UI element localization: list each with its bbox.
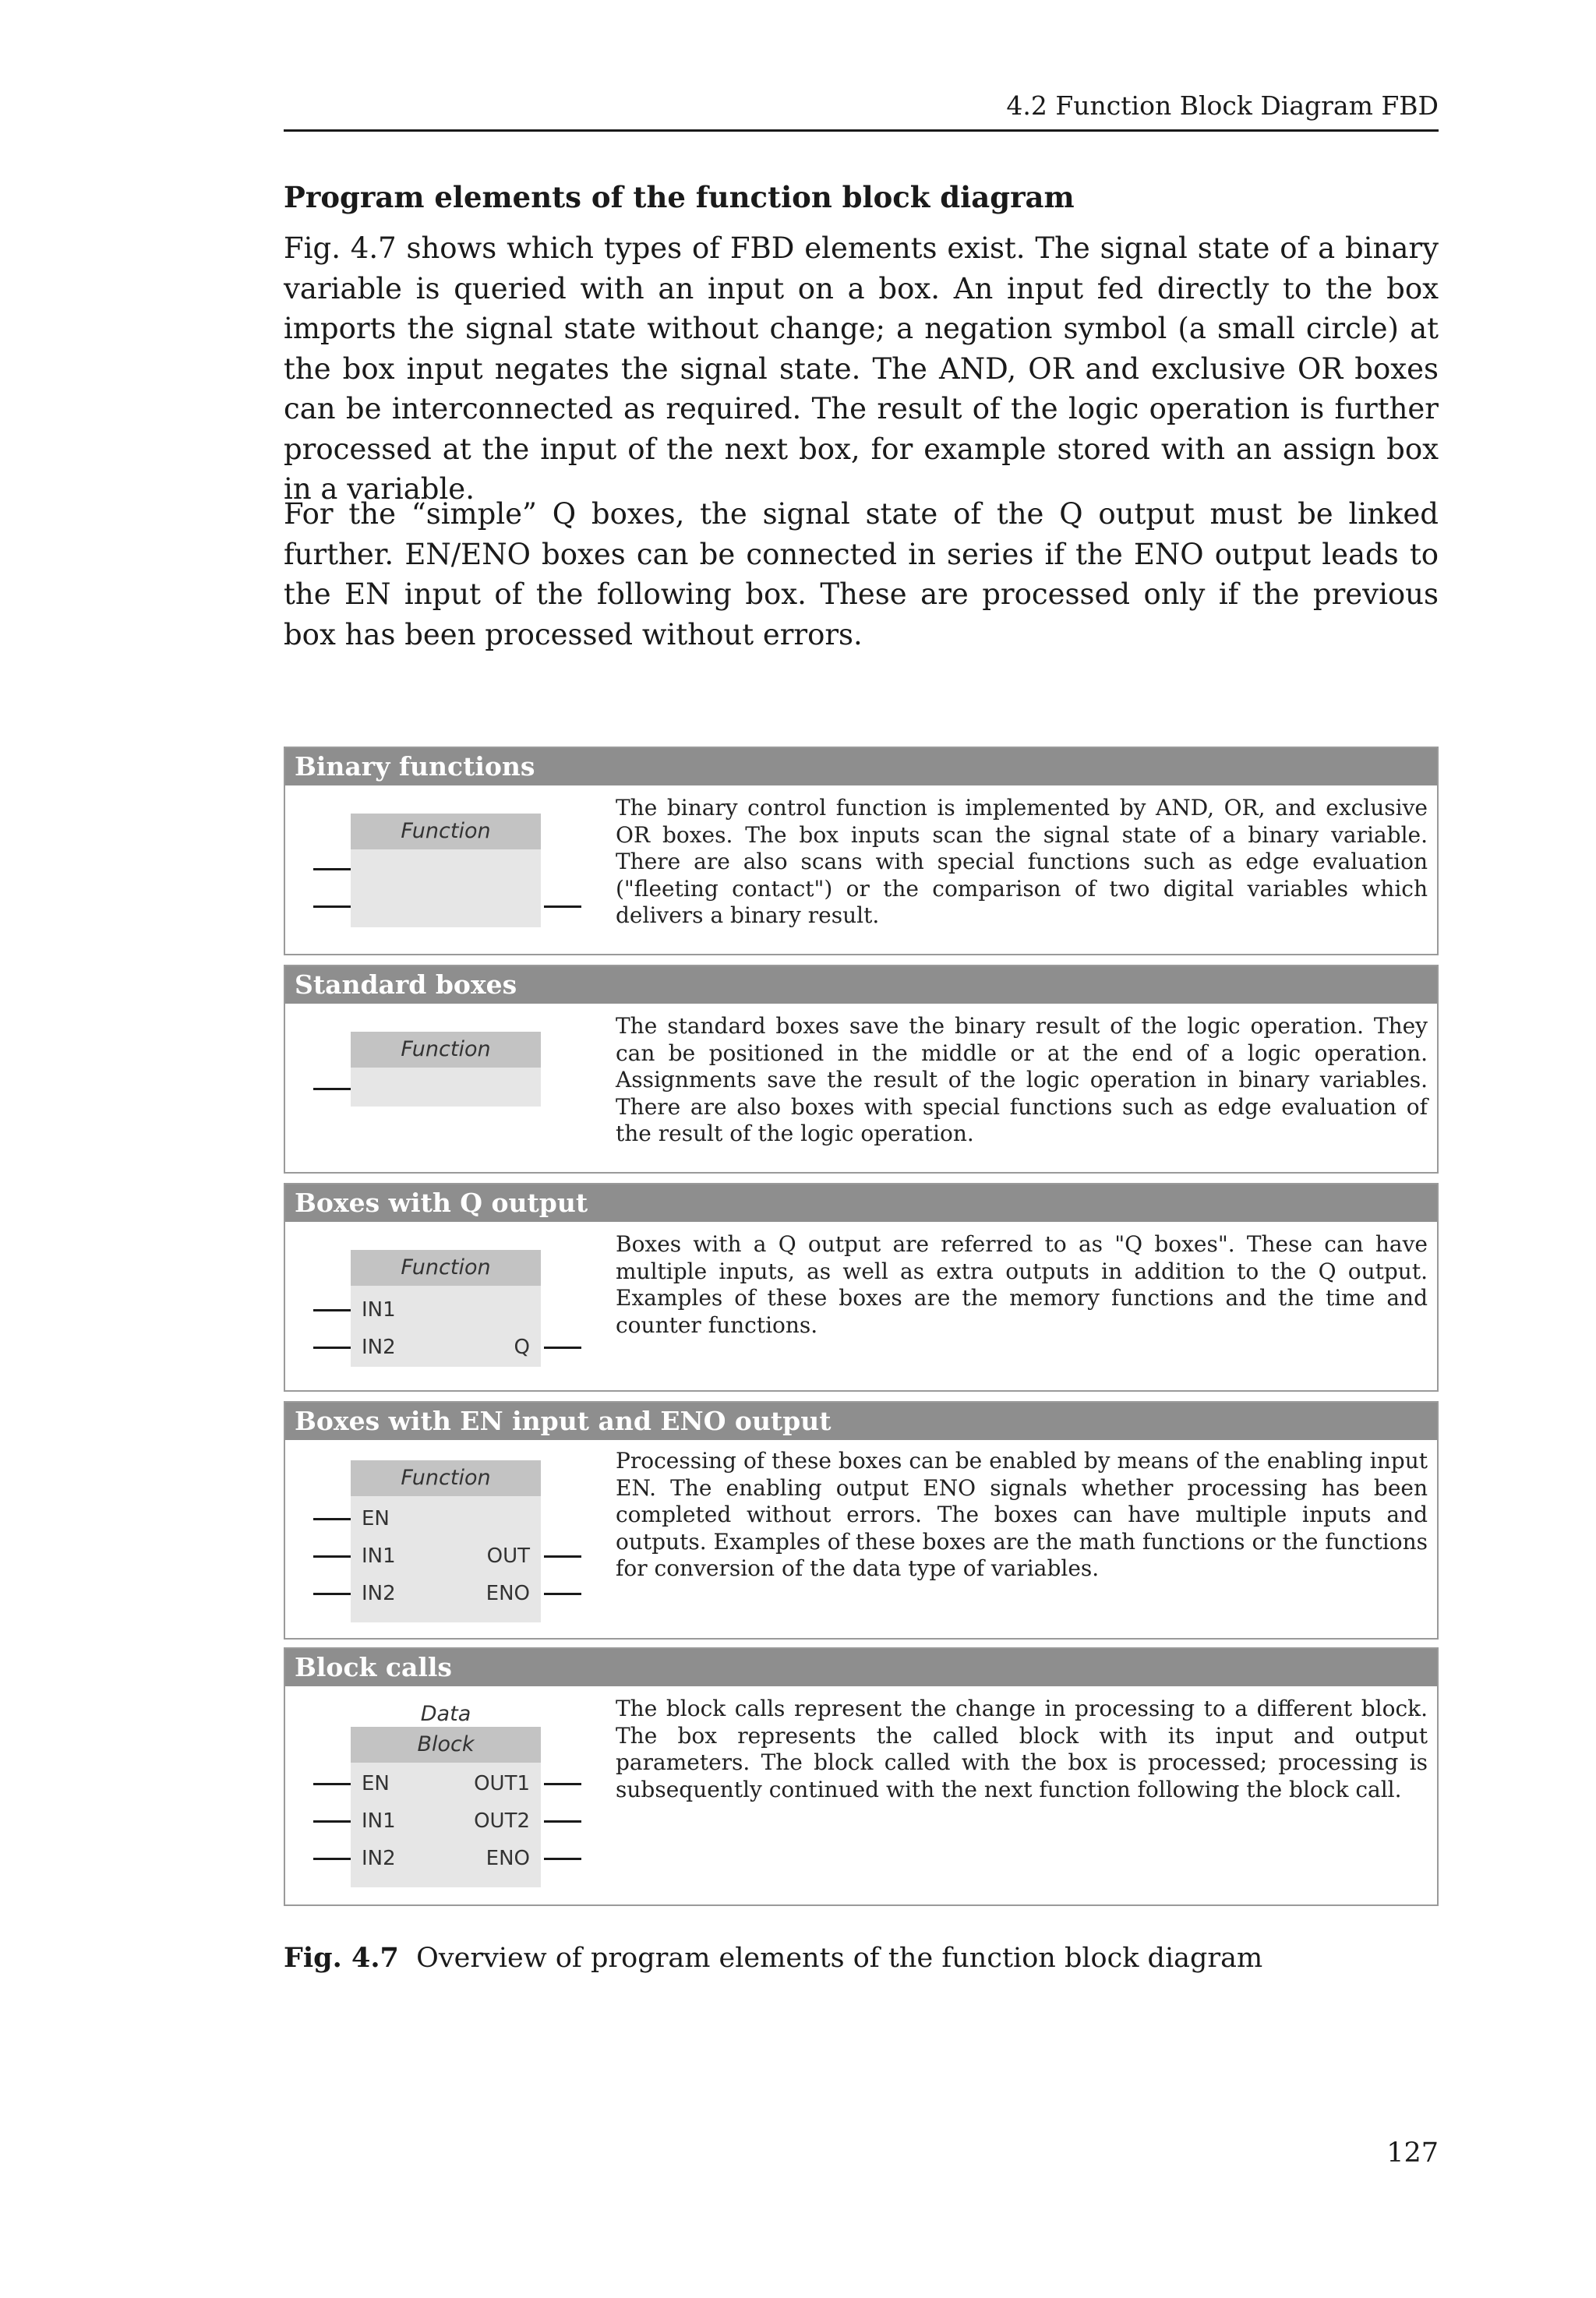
input-line [313, 1858, 351, 1860]
output-label: ENO [486, 1582, 530, 1605]
caption-text: Overview of program elements of the function block diagram [416, 1943, 1263, 1974]
figure-caption [284, 1940, 1262, 1976]
input-line [313, 868, 351, 870]
data-block-label: Data [420, 1702, 471, 1726]
panel-description: The standard boxes save the binary result of the logic operation. They can be positioned in the middle or at the end of a logic operation. Assignments save the result of the logic operation in binary variables. There are also boxes with special functions such as edge evaluation of the result of the logic operation. [616, 1013, 1428, 1146]
input-label: EN [362, 1507, 390, 1530]
output-line [544, 1593, 581, 1595]
output-line [544, 1820, 581, 1823]
panel-block-calls [284, 1647, 1439, 1906]
function-box [351, 814, 541, 927]
input-line [313, 905, 351, 908]
output-label: OUT1 [474, 1772, 530, 1795]
header-rule [284, 129, 1439, 132]
panel-description: The binary control function is implemented by AND, OR, and exclusive OR boxes. The box inputs scan the signal state of a binary variable. There are also scans with special functions such as edge evaluation ("fleeting contact") or the comparison of two digital variables which delivers a binary result. [616, 795, 1428, 928]
input-label: IN2 [362, 1582, 396, 1605]
panel-title: Boxes with Q output [285, 1184, 1437, 1222]
output-label: OUT [486, 1544, 530, 1568]
input-line [313, 1309, 351, 1311]
panel-description: The block calls represent the change in processing to a different block. The box represents the called block with its input and output parameters. The block called with the box is processed; processing is subsequently continued with the next function following the block call. [616, 1696, 1428, 1802]
panel-binary-functions [284, 747, 1439, 955]
input-line [313, 1088, 351, 1090]
panel-title: Boxes with EN input and ENO output [285, 1403, 1437, 1440]
output-line [544, 1783, 581, 1785]
output-label: Q [514, 1336, 530, 1359]
function-box-title: Function [351, 1032, 541, 1068]
output-line [544, 905, 581, 908]
output-line [544, 1858, 581, 1860]
input-line [313, 1820, 351, 1823]
body-paragraph-2: For the “simple” Q boxes, the signal state of the Q output must be linked further. EN/ENO boxes can be connected in series if the ENO output leads to the EN input of the following box. These are processed only if the previous box has been processed without errors. [284, 497, 1439, 651]
panel-standard-boxes [284, 965, 1439, 1174]
input-label: IN1 [362, 1544, 396, 1568]
input-line [313, 1783, 351, 1785]
panel-en-eno [284, 1401, 1439, 1640]
panel-title: Block calls [285, 1649, 1437, 1686]
function-box-title: Function [351, 1250, 541, 1286]
running-head: 4.2 Function Block Diagram FBD [1006, 90, 1439, 121]
input-label: IN2 [362, 1847, 396, 1870]
output-line [544, 1347, 581, 1349]
output-label: ENO [486, 1847, 530, 1870]
body-paragraph-1: Fig. 4.7 shows which types of FBD elements exist. The signal state of a binary variable is queried with an input on a box. An input fed directly to the box imports the signal state without change; a negation symbol (a small circle) at the box input negates the signal state. The AND, OR and exclusive OR boxes can be interconnected as required. The result of the logic operation is further processed at the input of the next box, for example stored with an assign box in a variable. [284, 231, 1439, 506]
input-line [313, 1593, 351, 1595]
function-box-title: Function [351, 1460, 541, 1496]
input-label: IN2 [362, 1336, 396, 1359]
panel-description: Boxes with a Q output are referred to as "Q boxes". These can have multiple inputs, as well as extra outputs in addition to the Q output. Examples of these boxes are the memory functions and the time and counter functions. [616, 1231, 1428, 1338]
function-box-title: Function [351, 814, 541, 849]
input-line [313, 1555, 351, 1558]
block-box-title: Block [351, 1727, 541, 1763]
caption-label: Fig. 4.7 [284, 1942, 399, 1974]
function-box [351, 1032, 541, 1107]
panel-title: Standard boxes [285, 966, 1437, 1004]
page-number: 127 [1386, 2137, 1439, 2169]
input-line [313, 1347, 351, 1349]
input-label: EN [362, 1772, 390, 1795]
input-label: IN1 [362, 1809, 396, 1833]
panel-title: Binary functions [285, 748, 1437, 785]
panel-description: Processing of these boxes can be enabled by means of the enabling input EN. The enabling output ENO signals whether processing has been completed without errors. The boxes can have multiple inputs and outputs. Examples of these boxes are the math functions or the functions for conversion of the data type of variables. [616, 1448, 1428, 1581]
section-title: Program elements of the function block diagram [284, 180, 1075, 214]
input-label: IN1 [362, 1298, 396, 1322]
output-line [544, 1555, 581, 1558]
input-line [313, 1518, 351, 1520]
panel-q-output [284, 1183, 1439, 1392]
output-label: OUT2 [474, 1809, 530, 1833]
